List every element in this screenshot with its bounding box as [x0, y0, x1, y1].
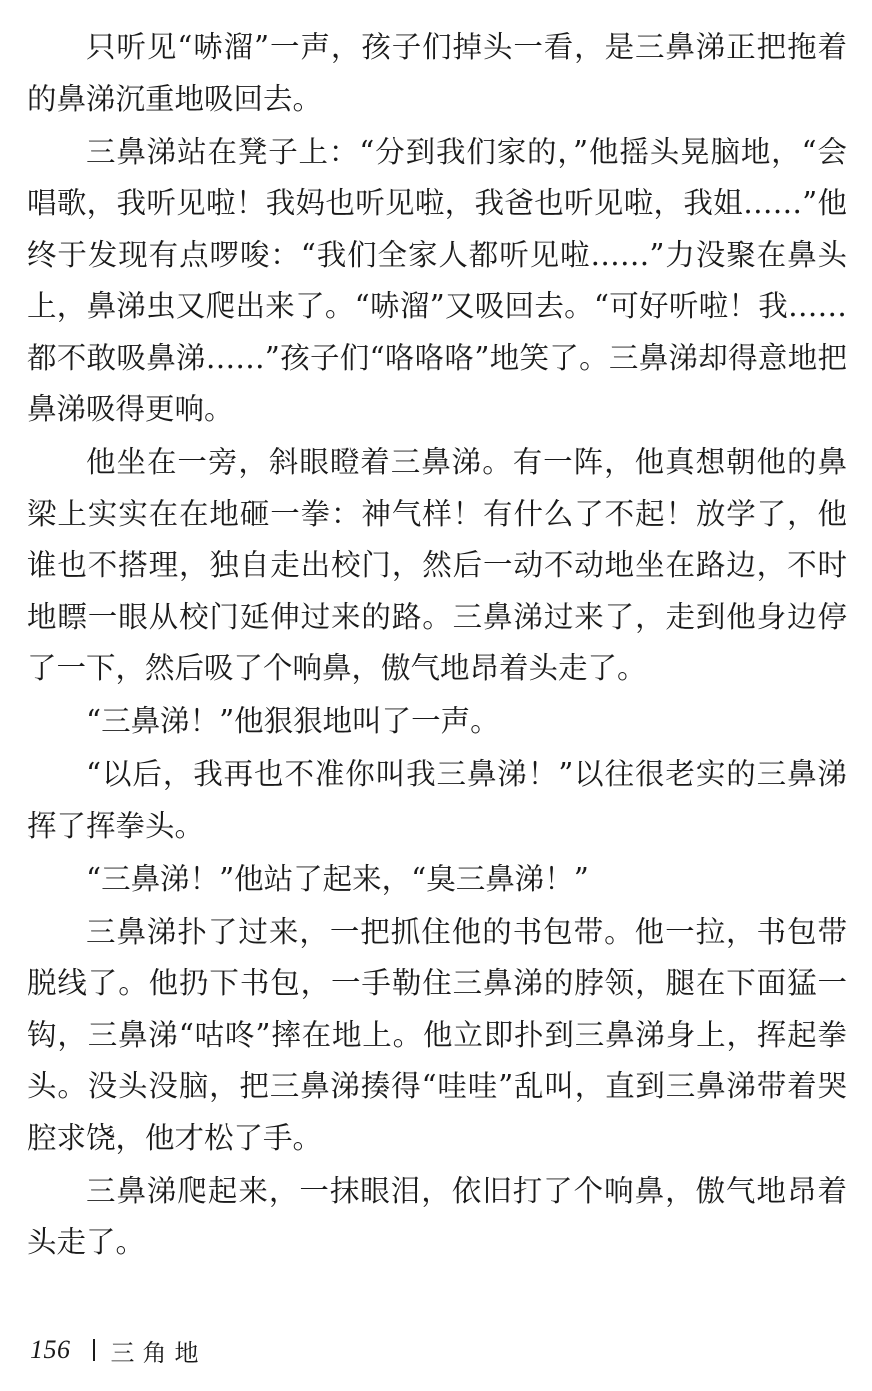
- paragraph: 三鼻涕爬起来，一抹眼泪，依旧打了个响鼻，傲气地昂着头走了。: [27, 1173, 847, 1259]
- paragraph: 他坐在一旁，斜眼瞪着三鼻涕。有一阵，他真想朝他的鼻梁上实实在在地砸一拳：神气样！有什么了不起！放学了，他谁也不搭理，独自走出校门，然后一动不动地坐在路边，不时地瞟一眼从校门延伸过来的路。三鼻涕过来了，走到他身边停了一下，然后吸了个响鼻，傲气地昂着头走了。: [27, 445, 847, 685]
- page-footer: [30, 1330, 207, 1370]
- body-text: [27, 22, 847, 1270]
- paragraph: 只听见“哧溜”一声，孩子们掉头一看，是三鼻涕正把拖着的鼻涕沉重地吸回去。: [27, 30, 847, 116]
- footer-divider: [93, 1339, 95, 1361]
- paragraph: “三鼻涕！”他站了起来，“臭三鼻涕！”: [86, 861, 589, 896]
- page-number: 156: [30, 1335, 71, 1364]
- paragraph: “三鼻涕！”他狠狠地叫了一声。: [86, 704, 500, 738]
- running-title: 三角地: [110, 1338, 207, 1367]
- paragraph: 三鼻涕扑了过来，一把抓住他的书包带。他一拉，书包带脱线了。他扔下书包，一手勒住三鼻涕的脖领，腿在下面猛一钩，三鼻涕“咕咚”摔在地上。他立即扑到三鼻涕身上，挥起拳头。没头没脑，把三鼻涕揍得“哇哇”乱叫，直到三鼻涕带着哭腔求饶，他才松了手。: [27, 914, 847, 1155]
- paragraph: “以后，我再也不准你叫我三鼻涕！”以往很老实的三鼻涕挥了挥拳头。: [27, 757, 847, 843]
- paragraph: 三鼻涕站在凳子上：“分到我们家的，”他摇头晃脑地，“会唱歌，我听见啦！我妈也听见啦，我爸也听见啦，我姐……”他终于发现有点啰唆：“我们全家人都听见啦……”力没聚在鼻头上，鼻涕虫又爬出来了。“哧溜”又吸回去。“可好听啦！我……都不敢吸鼻涕……”孩子们“咯咯咯”地笑了。三鼻涕却得意地把鼻涕吸得更响。: [27, 134, 847, 426]
